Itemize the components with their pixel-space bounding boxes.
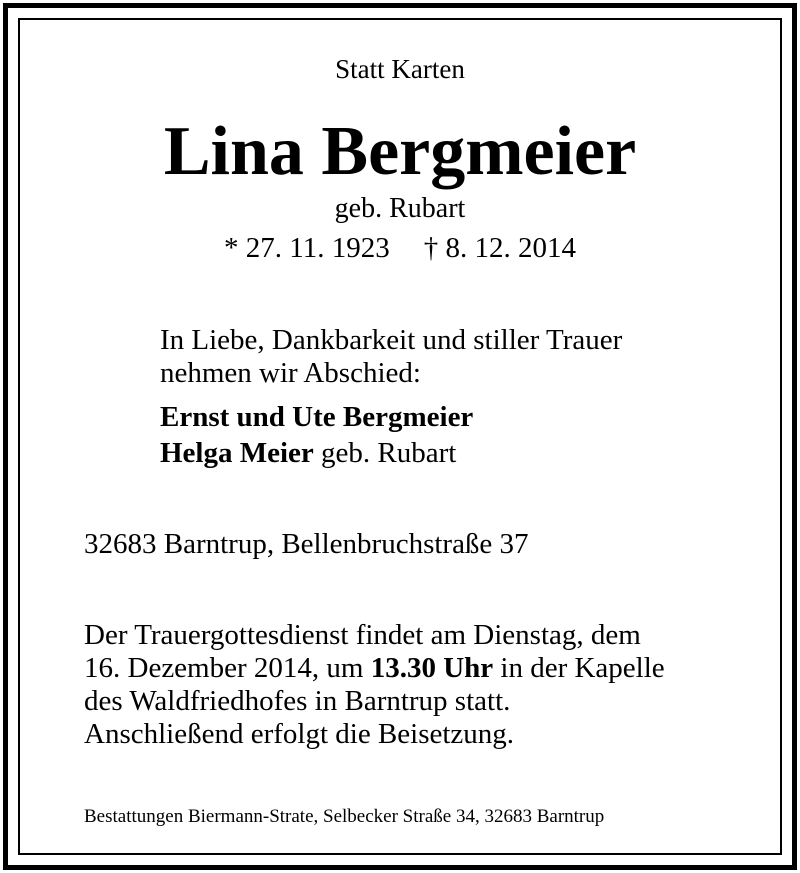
- deceased-name: Lina Bergmeier: [163, 113, 637, 190]
- service-line-3: des Waldfriedhofes in Barntrup statt.: [84, 685, 511, 717]
- farewell-line-2: nehmen wir Abschied:: [160, 357, 421, 389]
- mourner-2-suffix: geb. Rubart: [313, 437, 457, 469]
- service-date: 16. Dezember 2014, um: [84, 652, 371, 684]
- service-place: in der Kapelle: [493, 652, 665, 684]
- mourner-2-name: Helga Meier: [160, 437, 314, 469]
- death-date: † 8. 12. 2014: [423, 232, 576, 264]
- mourner-2: [160, 437, 456, 470]
- birth-date: * 27. 11. 1923: [224, 232, 390, 264]
- heading: Statt Karten: [335, 54, 465, 84]
- service-line-2: [84, 652, 665, 685]
- funeral-home: Bestattungen Biermann-Strate, Selbecker Straße 34, 32683 Barntrup: [84, 806, 605, 827]
- service-line-4: Anschließend erfolgt die Beisetzung.: [84, 718, 515, 750]
- maiden-name: geb. Rubart: [334, 193, 466, 224]
- life-dates: [0, 232, 800, 265]
- address: 32683 Barntrup, Bellenbruchstraße 37: [84, 528, 529, 560]
- farewell-line-1: In Liebe, Dankbarkeit und stiller Trauer: [160, 324, 623, 356]
- mourner-1: Ernst und Ute Bergmeier: [160, 401, 474, 433]
- service-time: 13.30 Uhr: [370, 652, 494, 684]
- service-line-1: Der Trauergottesdienst findet am Dienstag, dem: [84, 619, 641, 651]
